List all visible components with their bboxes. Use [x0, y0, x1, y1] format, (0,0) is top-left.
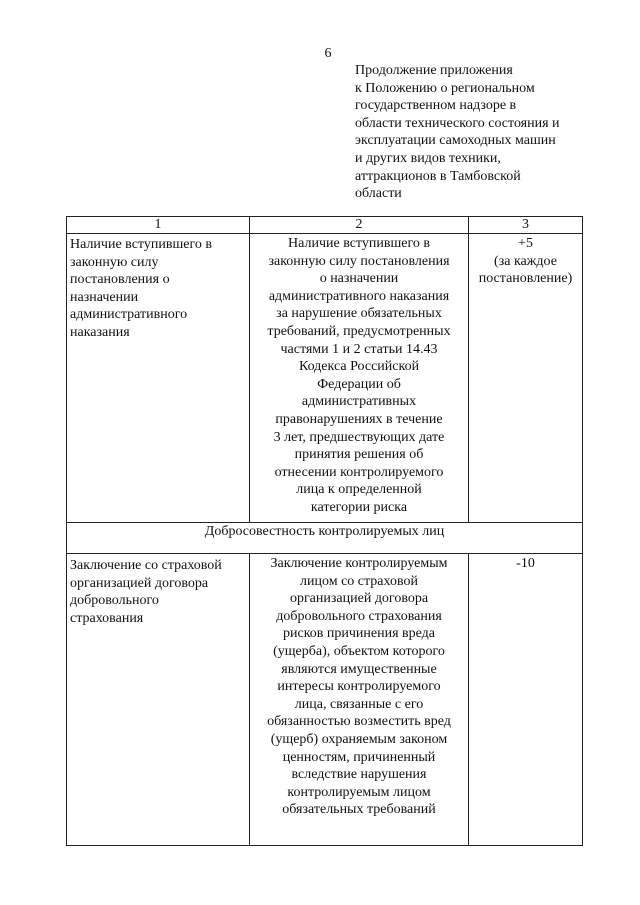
column-header: 3	[469, 217, 583, 234]
annex-line: к Положению о региональном	[355, 80, 535, 96]
column-header: 2	[250, 217, 469, 234]
cell-line: Заключение со страховой	[70, 558, 222, 573]
cell-line: являются имущественные	[281, 661, 437, 677]
cell-line: категории риска	[310, 499, 408, 515]
cell-line: рисков причинения вреда	[282, 626, 436, 642]
risk-criteria-table	[66, 216, 583, 846]
cell-line: лица к определенной	[296, 482, 422, 498]
cell-line: административных	[301, 394, 417, 410]
annex-line: эксплуатации самоходных машин	[355, 133, 556, 149]
cell-line: Федерации об	[317, 376, 401, 392]
cell-line: за нарушение обязательных	[276, 306, 442, 322]
cell-line: -10	[516, 556, 535, 571]
cell-line: лица, связанные с его	[294, 696, 424, 712]
cell-line: интересы контролируемого	[277, 679, 441, 695]
cell-line: отнесении контролируемого	[274, 464, 444, 480]
cell-line: ценностям, причиненный	[282, 749, 436, 765]
cell-line: принятия решения об	[294, 447, 424, 463]
cell-line: обязанностью возместить вред	[267, 714, 451, 730]
page-number: 6	[324, 46, 332, 61]
column-header: 1	[67, 217, 250, 234]
cell-line: (ущерба), объектом которого	[273, 643, 445, 659]
cell-line: постановления о	[70, 272, 170, 288]
section-title: Добросовестность контролируемых лиц	[67, 523, 583, 554]
cell-line: обязательных требований	[282, 802, 436, 818]
cell-line: законную силу	[70, 254, 159, 270]
cell-line: законную силу постановления	[268, 253, 450, 269]
cell-line: (за каждое	[494, 253, 557, 269]
cell-line: о назначении	[319, 271, 399, 287]
cell-line: 3 лет, предшествующих дате	[273, 429, 445, 445]
cell-line: контролируемым лицом	[287, 784, 431, 800]
cell-line: (ущерб) охраняемым законом	[270, 731, 448, 747]
criterion-cell	[67, 234, 250, 523]
cell-line: Наличие вступившего в	[70, 237, 212, 252]
annex-header	[355, 62, 615, 203]
cell-line: +5	[518, 236, 533, 251]
cell-line: наказания	[70, 324, 130, 340]
cell-line: организацией договора	[70, 575, 209, 591]
cell-line: постановление)	[478, 271, 573, 287]
cell-line: правонарушениях в течение	[275, 411, 443, 427]
section-row	[67, 523, 583, 554]
cell-line: назначении	[70, 289, 139, 305]
annex-line: области	[355, 186, 402, 202]
cell-line: страхования	[70, 610, 144, 626]
score-cell	[469, 554, 583, 846]
score-cell	[469, 234, 583, 523]
cell-line: Наличие вступившего в	[288, 236, 430, 251]
cell-line: Кодекса Российской	[298, 359, 420, 375]
cell-line: добровольного	[70, 593, 159, 609]
cell-line: административного	[70, 307, 188, 323]
cell-line: вследствие нарушения	[291, 767, 427, 783]
cell-line: требований, предусмотренных	[267, 323, 451, 339]
annex-line: аттракционов в Тамбовской	[355, 168, 521, 184]
cell-line: административного наказания	[268, 288, 450, 304]
cell-line: частями 1 и 2 статьи 14.43	[280, 341, 438, 357]
annex-line: и других видов техники,	[355, 150, 501, 166]
description-cell	[250, 234, 469, 523]
table-row	[67, 554, 583, 846]
table-header-row	[67, 217, 583, 234]
cell-line: добровольного страхования	[276, 608, 442, 624]
annex-line: области технического состояния и	[355, 115, 560, 131]
cell-line: организацией договора	[289, 591, 429, 607]
description-cell	[250, 554, 469, 846]
table-row	[67, 234, 583, 523]
cell-line: лицом со страховой	[300, 573, 418, 589]
annex-line: Продолжение приложения	[355, 63, 513, 78]
annex-line: государственном надзоре в	[355, 98, 517, 114]
criterion-cell	[67, 554, 250, 846]
cell-line: Заключение контролируемым	[270, 556, 448, 571]
